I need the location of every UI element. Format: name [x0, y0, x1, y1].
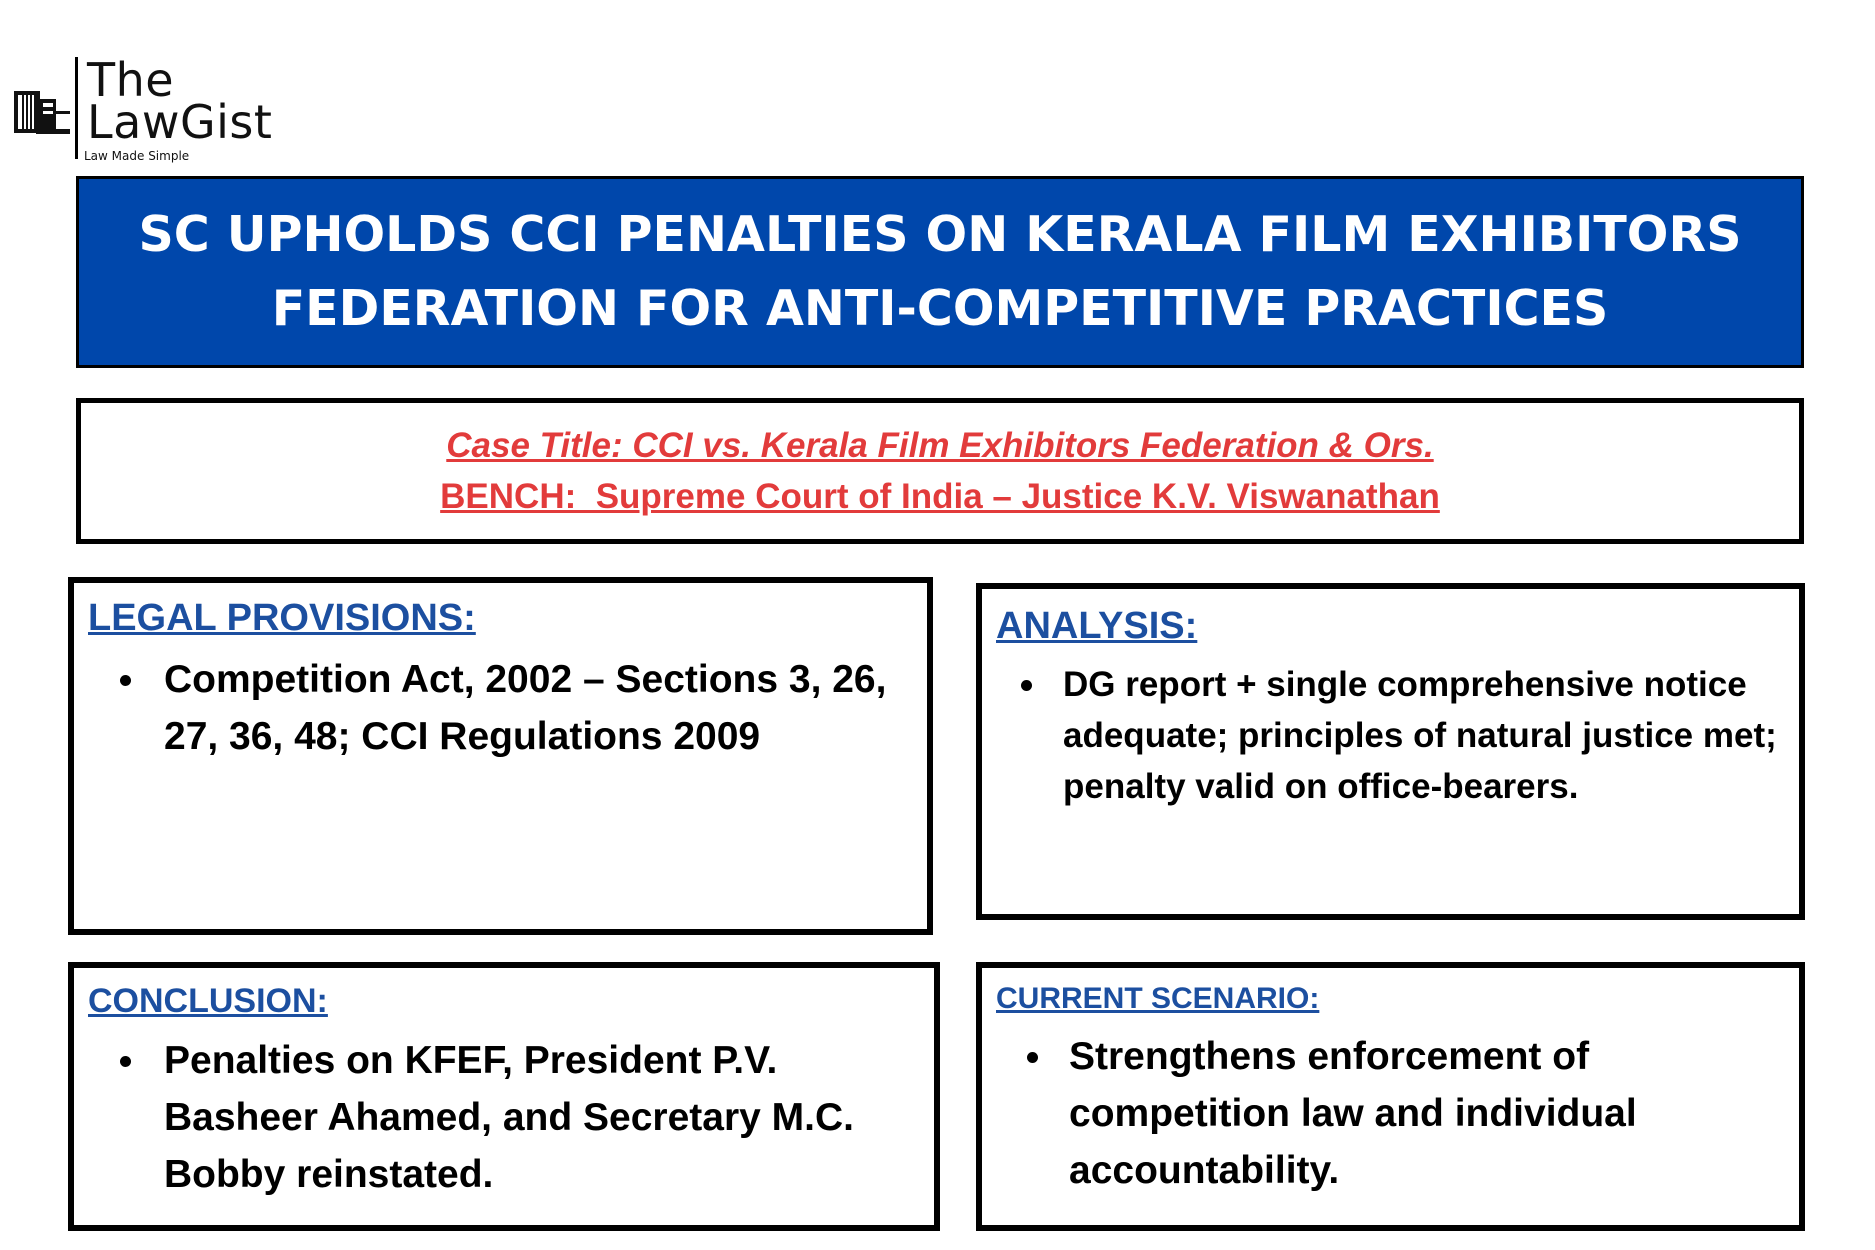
bullet-icon [120, 675, 131, 686]
headline-banner [76, 176, 1804, 368]
legal-provisions-list [164, 651, 914, 765]
list-item-text: Competition Act, 2002 – Sections 3, 26, 27, 36, 48; CCI Regulations 2009 [164, 658, 887, 758]
brand-logo [12, 55, 312, 165]
case-info-box [76, 398, 1804, 544]
logo-divider [75, 57, 78, 159]
list-item [1069, 1028, 1789, 1199]
list-item-text: Penalties on KFEF, President P.V. Basheer Ahamed, and Secretary M.C. Bobby reinstated. [164, 1039, 854, 1196]
current-scenario-card [976, 962, 1805, 1231]
logo-text-line1: The [87, 53, 175, 107]
list-item [164, 651, 914, 765]
analysis-list [1063, 659, 1793, 812]
bullet-icon [1027, 1052, 1038, 1063]
list-item-text: DG report + single comprehensive notice adequate; principles of natural justice met; penalty valid on office-bearers. [1063, 665, 1777, 806]
conclusion-card [68, 962, 940, 1231]
book-gavel-icon [12, 85, 72, 137]
headline-line-1: SC UPHOLDS CCI PENALTIES ON KERALA FILM EXHIBITORS [138, 206, 1742, 263]
case-title: Case Title: CCI vs. Kerala Film Exhibitors Federation & Ors. [446, 426, 1434, 465]
list-item-text: Strengthens enforcement of competition law and individual accountability. [1069, 1035, 1637, 1192]
logo-tagline: Law Made Simple [84, 149, 190, 163]
current-scenario-heading: CURRENT SCENARIO: [996, 982, 1320, 1015]
legal-provisions-card [68, 577, 933, 935]
list-item [164, 1032, 934, 1203]
headline-line-2: FEDERATION FOR ANTI-COMPETITIVE PRACTICES [271, 280, 1609, 337]
logo-text-line2: LawGist [87, 95, 273, 149]
legal-provisions-heading: LEGAL PROVISIONS: [88, 597, 476, 639]
analysis-card [976, 583, 1805, 920]
case-bench: BENCH: Supreme Court of India – Justice K.V. Viswanathan [440, 477, 1440, 516]
conclusion-heading: CONCLUSION: [88, 982, 328, 1020]
current-scenario-list [1069, 1028, 1789, 1199]
list-item [1063, 659, 1793, 812]
analysis-heading: ANALYSIS: [996, 605, 1198, 647]
bullet-icon [120, 1056, 131, 1067]
conclusion-list [164, 1032, 934, 1203]
bullet-icon [1021, 680, 1032, 691]
